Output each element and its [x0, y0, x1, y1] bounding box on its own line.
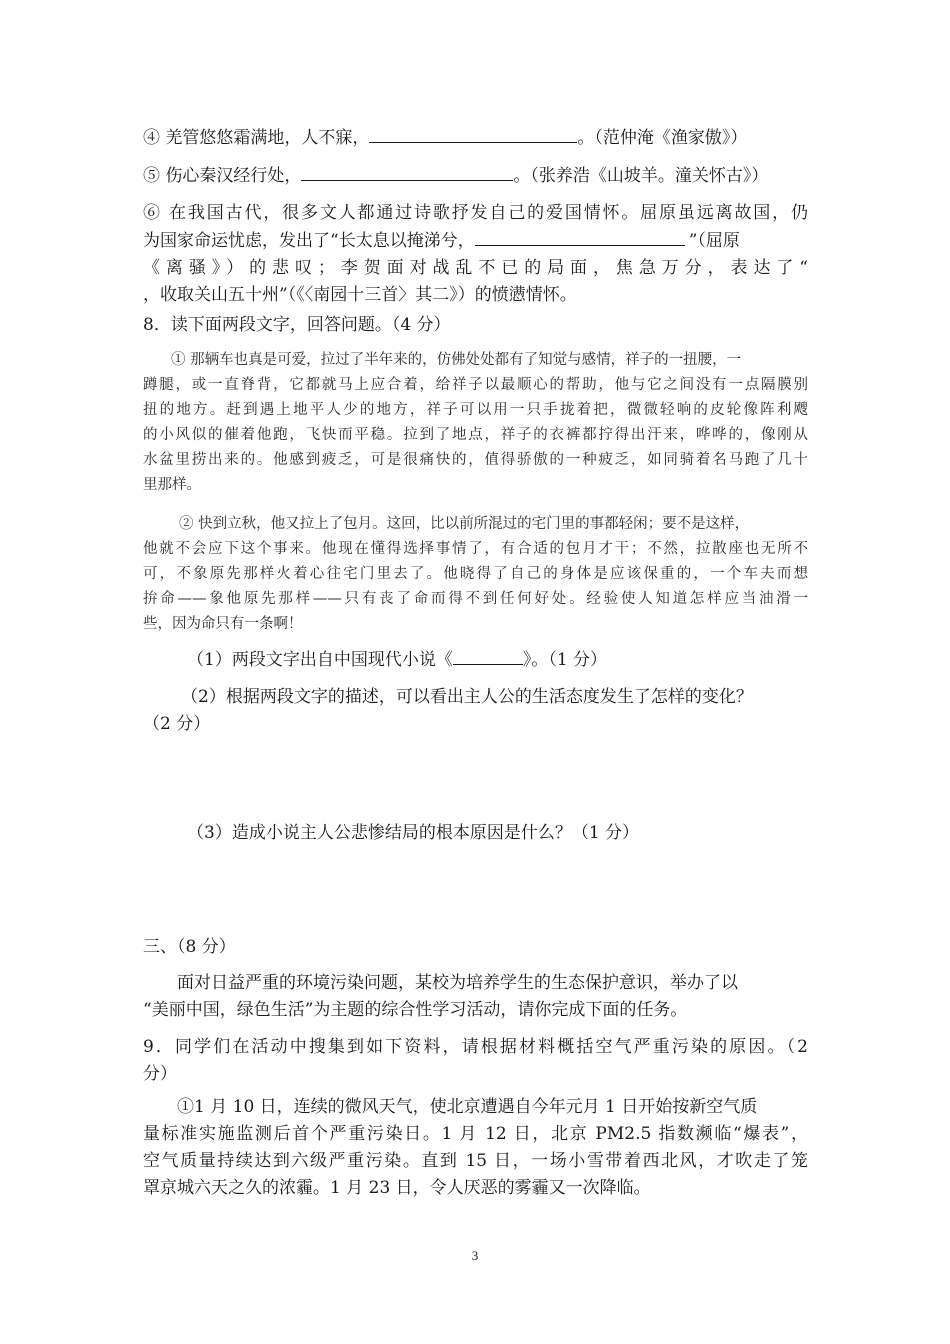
q9-title: [143, 1034, 808, 1088]
q9-material-1: [143, 1094, 808, 1202]
poetry-item-6: [143, 200, 808, 309]
q8-sub-1-blank[interactable]: [453, 646, 523, 665]
q9-m1-line: ①1 月 10 日，连续的微风天气，使北京遭遇自今年元月 1 日开始按新空气质: [177, 1097, 758, 1117]
q8-p1-line: ① 那辆车也真是可爱，拉过了半年来的，仿佛处处都有了知觉与感情，祥子的一扭腰，一: [171, 352, 742, 368]
poetry-item-4: [143, 124, 808, 152]
q8-sub-3: [143, 820, 808, 847]
q8-p1-line: 扭的地方。赶到遇上地平人少的地方，祥子可以用一只手拢着把，微微轻响的皮轮像阵利飕: [143, 402, 808, 418]
item-6-line-3: 《离骚》）的悲叹；李贺面对战乱不已的局面，焦急万分，表达了“: [143, 258, 808, 278]
q9-title-line-1: 9．同学们在活动中搜集到如下资料，请根据材料概括空气严重污染的原因。（2: [143, 1037, 808, 1057]
q8-sub-2-line-1: （2）根据两段文字的描述，可以看出主人公的生活态度发生了怎样的变化？: [181, 687, 753, 707]
q8-passage-2: [143, 512, 808, 637]
item-6-line-1: ⑥ 在我国古代，很多文人都通过诗歌抒发自己的爱国情怀。屈原虽远离故国，仍: [143, 203, 808, 223]
item-6-line-2: [143, 227, 808, 255]
item-4-blank[interactable]: [369, 124, 577, 143]
q8-passage-1: [143, 348, 808, 498]
q8-p2-line: 些，因为命只有一条啊！: [143, 616, 303, 632]
section-3-title: 三、（8 分）: [143, 937, 236, 957]
q8-sub-1: [143, 646, 808, 674]
q8-p1-line: 蹲腿，或一直脊背，它都就马上应合着，给祥子以最顺心的帮助，他与它之间没有一点隔膜别: [143, 377, 808, 393]
q9-m1-line: 罩京城六天之久的浓霾。1 月 23 日，令人厌恶的雾霾又一次降临。: [143, 1178, 651, 1198]
q8-title: 8．读下面两段文字，回答问题。（4 分）: [143, 315, 451, 335]
q8-p1-line: 水盆里捞出来的。他感到疲乏，可是很痛快的，值得骄傲的一种疲乏，如同骑着名马跑了几十: [143, 452, 808, 468]
item-4-source: 。（范仲淹《渔家傲》）: [577, 128, 748, 148]
q9-m1-line: 空气质量持续达到六级严重污染。直到 15 日，一场小雪带着西北风，才吹走了笼: [143, 1151, 808, 1171]
q8-p2-line: 可，不象原先那样火着心往宅门里去了。他晓得了自己的身体是应该保重的，一个车夫而想: [143, 566, 808, 582]
q8-p1-line: 里那样。: [143, 477, 201, 493]
page-number: 3: [471, 1248, 479, 1263]
q8-sub-1-score: 》。（1 分）: [522, 650, 608, 670]
q8-sub-2-line-2: （2 分）: [143, 714, 211, 734]
item-5-text: ⑤ 伤心秦汉经行处，: [143, 166, 302, 186]
q8-p2-line: ② 快到立秋，他又拉上了包月。这回，比以前所混过的宅门里的事都轻闲；要不是这样，: [179, 516, 750, 532]
q8-p2-line: 他就不会应下这个事来。他现在懂得选择事情了，有合适的包月才干；不然，拉散座也无所不: [143, 541, 808, 557]
item-6-line-2-source: ”（屈原: [688, 231, 740, 251]
q8-p1-line: 的小风似的催着他跑，飞快而平稳。拉到了地点，祥子的衣裤都拧得出汗来，哗哗的，像刚从: [143, 427, 808, 443]
section-3-intro-line-2: “美丽中国，绿色生活”为主题的综合性学习活动，请你完成下面的任务。: [143, 1000, 688, 1020]
item-5-blank[interactable]: [301, 162, 513, 181]
section-3-intro-line-1: 面对日益严重的环境污染问题，某校为培养学生的生态保护意识，举办了以: [177, 973, 738, 993]
item-6-blank-1[interactable]: [475, 227, 685, 246]
item-5-source: 。（张养浩《山坡羊。潼关怀古》）: [513, 166, 769, 186]
q9-m1-line: 量标准实施监测后首个严重污染日。1 月 12 日，北京 PM2.5 指数濒临“爆表”，: [143, 1124, 808, 1144]
poetry-item-5: [143, 162, 808, 190]
item-6-line-2-text: 为国家命运忧虑，发出了“长太息以掩涕兮，: [143, 231, 475, 251]
item-6-line-4: ，收取关山五十州”（《〈南园十三首〉其二》）的愤懑情怀。: [143, 285, 577, 305]
item-4-text: ④ 羌管悠悠霜满地，人不寐，: [143, 128, 370, 148]
q9-title-line-2: 分）: [143, 1064, 177, 1084]
q8-sub-3-text: （3）造成小说主人公悲惨结局的根本原因是什么？（1 分）: [187, 823, 640, 843]
section-3-intro: [143, 970, 808, 1024]
q8-p2-line: 拚命——象他原先那样——只有丧了命而得不到任何好处。经验使人知道怎样应当油滑一: [143, 591, 808, 607]
q8-sub-1-text: （1）两段文字出自中国现代小说《: [187, 650, 453, 670]
q8-sub-2: [143, 684, 808, 738]
